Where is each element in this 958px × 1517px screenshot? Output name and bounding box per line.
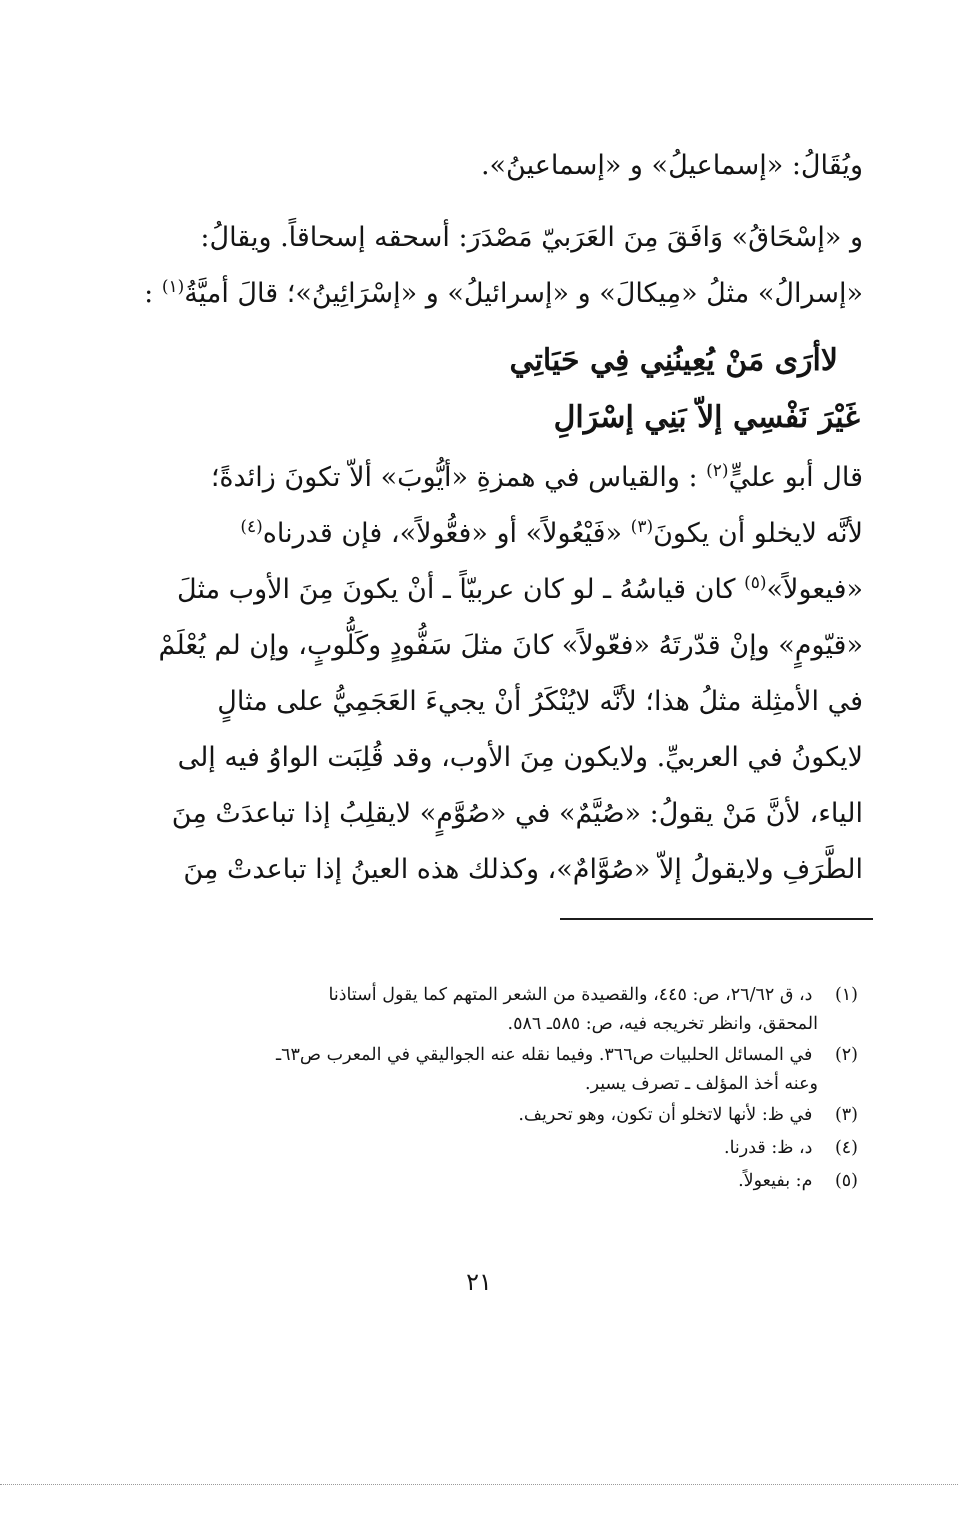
footnote-3-number: (٣) — [834, 1105, 858, 1125]
text-line-5-start: لأنَّه لايخلو أن يكونَ — [653, 518, 863, 549]
text-line-10: الياء، لأنَّ مَنْ يقولُ: «صُيَّمٌ» في «صُوَّمٍ» لايقلِبُ إذا تباعدَتْ مِنَ — [171, 798, 863, 829]
footnote-1-line-1 — [158, 985, 858, 1005]
text-line-3: «إسرالُ» مثلُ «مِيكالَ» و «إسرائيلُ» و «إسْرَائِينُ»؛ قالَ أميَّةُ$^{(١)}$ : — [144, 277, 863, 309]
footnote-2-number: (٢) — [834, 1045, 858, 1065]
text-line-2: و «إسْحَاقُ» وَافَقَ مِنَ العَرَبيّ مَصْدَرَ: أسحقه إسحاقاً. ويقالُ: — [200, 222, 863, 253]
footnote-1-number: (١) — [834, 985, 858, 1005]
text-line-3-body: «إسرالُ» مثلُ «مِيكالَ» و «إسرائيلُ» و «إسْرَائِينُ»؛ قالَ أميَّةُ — [184, 278, 863, 309]
scan-edge-line — [0, 1484, 958, 1485]
text-line-4-rest: : والقياس في همزةِ «أيُّوبَ» ألاّ تكونَ زائدةً؛ — [210, 462, 698, 493]
footnote-2-text-1: في المسائل الحلبيات ص٣٦٦. وفيما نقله عنه الجواليقي في المعرب ص٦٣ـ — [275, 1045, 813, 1065]
footnote-ref-1: (١) — [161, 277, 185, 297]
footnote-ref-5: (٥) — [744, 573, 767, 593]
footnote-4-number: (٤) — [834, 1138, 858, 1158]
footnote-3 — [158, 1105, 858, 1125]
footnote-4 — [158, 1138, 858, 1158]
verse-second-hemistich: غَيْرَ نَفْسِي إلاّ بَنِي إسْرَالِ — [553, 400, 860, 435]
text-line-8: في الأمثِلة مثلُ هذا؛ لأنَّه لايُنْكَرُ أنْ يجيءَ العَجَمِيُّ على مثالٍ — [217, 686, 863, 717]
footnote-5-text: م: بفيعولاً. — [738, 1171, 813, 1191]
footnote-ref-3: (٣) — [630, 517, 654, 537]
text-line-5 — [163, 518, 863, 549]
footnote-3-text: في ظ: لأنها لاتخلو أن تكون، وهو تحريف. — [518, 1105, 813, 1125]
footnote-1-line-2: المحقق، وانظر تخريجه فيه، ص: ٥٨٥ـ ٥٨٦. — [507, 1014, 818, 1034]
text-line-7: «قيّومٍ» وإنْ قدّرتَهُ «فعّولاً» كانَ مثلَ سَفُّودٍ وكَلُّوبٍ، وإن لم يُعْلَمْ — [158, 630, 863, 661]
text-line-9: لايكونُ في العربيِّ. ولايكون مِنَ الأوب، وقد قُلِبَت الواوُ فيه إلى — [177, 742, 863, 773]
footnote-ref-2: (٢) — [706, 461, 729, 481]
page-number: ٢١ — [466, 1268, 492, 1296]
footnote-4-text: د، ظ: قدرنا. — [724, 1138, 813, 1158]
footnote-2-line-1 — [158, 1045, 858, 1065]
footnote-separator — [560, 918, 873, 920]
text-line-1: ويُقَالُ: «إسماعيلُ» و «إسماعينُ». — [480, 150, 863, 181]
verse-first-hemistich: لاأرَى مَنْ يُعِينُنِي فِي حَيَاتِي — [509, 343, 838, 378]
text-line-6 — [163, 574, 863, 605]
text-line-6-rest: كان قياسُهُ ـ لو كان عربيّاً ـ أنْ يكونَ مِنَ الأوب مثلَ — [177, 574, 736, 605]
footnote-5-number: (٥) — [834, 1171, 858, 1191]
text-line-4 — [163, 462, 863, 493]
text-line-11: الطَّرَفِ ولايقولُ إلاّ «صُوَّامٌ»، وكذلك هذه العينُ إذا تباعدتْ مِنَ — [183, 854, 863, 885]
text-line-5-rest: «فَيْعُولاً» أو «فعُّولاً»، فإن قدرناه — [262, 518, 623, 549]
text-line-6-start: «فيعولاً» — [766, 574, 863, 605]
footnote-1-text-1: د، ق ٢٦/٦٢، ص: ٤٤٥، والقصيدة من الشعر المتهم كما يقول أستاذنا — [328, 985, 813, 1005]
footnote-5 — [158, 1171, 858, 1191]
footnote-ref-4: (٤) — [240, 517, 263, 537]
text-line-4-start: قال أبو عليٍّ — [728, 462, 863, 493]
footnote-2-line-2: وعنه أخذ المؤلف ـ تصرف يسير. — [585, 1074, 818, 1094]
